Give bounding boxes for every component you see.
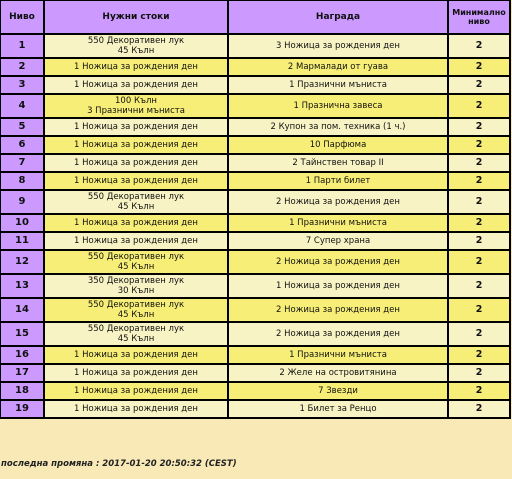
row-reward: 10 Парфюма xyxy=(229,137,449,155)
row-reward: 7 Звезди xyxy=(229,383,449,401)
row-level: 4 xyxy=(1,95,45,119)
row-level: 2 xyxy=(1,59,45,77)
row-reward: 1 Ножица за рождения ден xyxy=(229,275,449,299)
row-items xyxy=(45,215,229,233)
row-level: 16 xyxy=(1,347,45,365)
row-level: 9 xyxy=(1,191,45,215)
row-min-level: 2 xyxy=(449,275,511,299)
table-row xyxy=(1,323,511,347)
row-min-level: 2 xyxy=(449,347,511,365)
table-body xyxy=(1,35,511,419)
row-level: 19 xyxy=(1,401,45,419)
row-level: 5 xyxy=(1,119,45,137)
table-row xyxy=(1,251,511,275)
row-level: 15 xyxy=(1,323,45,347)
header-min-level xyxy=(449,1,511,35)
row-level: 8 xyxy=(1,173,45,191)
row-min-level: 2 xyxy=(449,191,511,215)
row-reward: 2 Мармалади от гуава xyxy=(229,59,449,77)
row-items xyxy=(45,323,229,347)
header-level: Ниво xyxy=(1,1,45,35)
row-item-line: 30 Кълн xyxy=(117,286,155,296)
row-items xyxy=(45,191,229,215)
row-reward: 7 Супер храна xyxy=(229,233,449,251)
row-reward: 1 Празнични мъниста xyxy=(229,215,449,233)
row-reward: 2 Ножица за рождения ден xyxy=(229,251,449,275)
row-item-line: 550 Декоративен лук xyxy=(87,36,185,46)
row-item-line: 45 Кълн xyxy=(117,334,155,344)
table-row xyxy=(1,155,511,173)
row-min-level: 2 xyxy=(449,401,511,419)
row-items xyxy=(45,299,229,323)
row-min-level: 2 xyxy=(449,233,511,251)
row-min-level: 2 xyxy=(449,155,511,173)
row-min-level: 2 xyxy=(449,95,511,119)
row-level: 14 xyxy=(1,299,45,323)
row-min-level: 2 xyxy=(449,299,511,323)
header-min-level-line2: ниво xyxy=(468,17,490,26)
row-level: 7 xyxy=(1,155,45,173)
row-items xyxy=(45,173,229,191)
row-items xyxy=(45,95,229,119)
last-modified-footer: последна промяна : 2017-01-20 20:50:32 (CEST) xyxy=(1,459,237,469)
row-min-level: 2 xyxy=(449,383,511,401)
row-min-level: 2 xyxy=(449,365,511,383)
table-row xyxy=(1,347,511,365)
row-items xyxy=(45,59,229,77)
row-min-level: 2 xyxy=(449,77,511,95)
row-items xyxy=(45,35,229,59)
row-item-line: 1 Ножица за рождения ден xyxy=(74,122,198,132)
row-item-line: 1 Ножица за рождения ден xyxy=(74,386,198,396)
row-min-level: 2 xyxy=(449,119,511,137)
row-reward: 2 Желе на островитянина xyxy=(229,365,449,383)
row-level: 13 xyxy=(1,275,45,299)
header-min-level-line1: Минимално xyxy=(452,8,506,17)
row-min-level: 2 xyxy=(449,137,511,155)
header-reward: Награда xyxy=(229,1,449,35)
row-min-level: 2 xyxy=(449,173,511,191)
table-row xyxy=(1,365,511,383)
row-reward: 2 Тайнствен товар II xyxy=(229,155,449,173)
row-reward: 2 Ножица за рождения ден xyxy=(229,323,449,347)
row-reward: 1 Билет за Ренцо xyxy=(229,401,449,419)
row-items xyxy=(45,347,229,365)
row-reward: 2 Купон за пом. техника (1 ч.) xyxy=(229,119,449,137)
table-header-row xyxy=(1,1,511,35)
row-items xyxy=(45,77,229,95)
row-item-line: 1 Ножица за рождения ден xyxy=(74,158,198,168)
row-level: 12 xyxy=(1,251,45,275)
row-items xyxy=(45,155,229,173)
row-reward: 1 Празнична завеса xyxy=(229,95,449,119)
row-item-line: 1 Ножица за рождения ден xyxy=(74,368,198,378)
table-row xyxy=(1,35,511,59)
table-row xyxy=(1,299,511,323)
table-row xyxy=(1,119,511,137)
table-row xyxy=(1,59,511,77)
row-level: 11 xyxy=(1,233,45,251)
row-item-line: 45 Кълн xyxy=(117,46,155,56)
table-row xyxy=(1,95,511,119)
row-reward: 1 Парти билет xyxy=(229,173,449,191)
table-row xyxy=(1,275,511,299)
row-item-line: 1 Ножица за рождения ден xyxy=(74,218,198,228)
row-level: 17 xyxy=(1,365,45,383)
table-row xyxy=(1,233,511,251)
row-items xyxy=(45,119,229,137)
row-item-line: 550 Декоративен лук xyxy=(87,300,185,310)
row-item-line: 1 Ножица за рождения ден xyxy=(74,62,198,72)
header-items: Нужни стоки xyxy=(45,1,229,35)
row-min-level: 2 xyxy=(449,215,511,233)
row-items xyxy=(45,233,229,251)
table-row xyxy=(1,173,511,191)
row-level: 10 xyxy=(1,215,45,233)
row-reward: 1 Празнични мъниста xyxy=(229,77,449,95)
row-item-line: 1 Ножица за рождения ден xyxy=(74,236,198,246)
row-reward: 1 Празнични мъниста xyxy=(229,347,449,365)
table-row xyxy=(1,401,511,419)
row-min-level: 2 xyxy=(449,323,511,347)
row-level: 1 xyxy=(1,35,45,59)
row-min-level: 2 xyxy=(449,35,511,59)
row-level: 18 xyxy=(1,383,45,401)
row-item-line: 3 Празнични мъниста xyxy=(87,106,185,116)
row-items xyxy=(45,275,229,299)
row-item-line: 45 Кълн xyxy=(117,310,155,320)
row-item-line: 45 Кълн xyxy=(117,202,155,212)
row-min-level: 2 xyxy=(449,251,511,275)
row-items xyxy=(45,137,229,155)
row-reward: 2 Ножица за рождения ден xyxy=(229,191,449,215)
row-level: 6 xyxy=(1,137,45,155)
table-row xyxy=(1,137,511,155)
row-item-line: 1 Ножица за рождения ден xyxy=(74,140,198,150)
table-row xyxy=(1,77,511,95)
row-items xyxy=(45,365,229,383)
table-row xyxy=(1,215,511,233)
row-item-line: 1 Ножица за рождения ден xyxy=(74,80,198,90)
row-level: 3 xyxy=(1,77,45,95)
row-items xyxy=(45,251,229,275)
row-min-level: 2 xyxy=(449,59,511,77)
row-items xyxy=(45,383,229,401)
table-row xyxy=(1,191,511,215)
row-item-line: 550 Декоративен лук xyxy=(87,252,185,262)
row-item-line: 1 Ножица за рождения ден xyxy=(74,350,198,360)
row-item-line: 45 Кълн xyxy=(117,262,155,272)
row-item-line: 550 Декоративен лук xyxy=(87,192,185,202)
row-item-line: 1 Ножица за рождения ден xyxy=(74,404,198,414)
row-reward: 3 Ножица за рождения ден xyxy=(229,35,449,59)
row-item-line: 350 Декоративен лук xyxy=(87,276,185,286)
row-item-line: 550 Декоративен лук xyxy=(87,324,185,334)
table-row xyxy=(1,383,511,401)
row-items xyxy=(45,401,229,419)
row-item-line: 100 Кълн xyxy=(115,96,157,106)
row-reward: 2 Ножица за рождения ден xyxy=(229,299,449,323)
row-item-line: 1 Ножица за рождения ден xyxy=(74,176,198,186)
